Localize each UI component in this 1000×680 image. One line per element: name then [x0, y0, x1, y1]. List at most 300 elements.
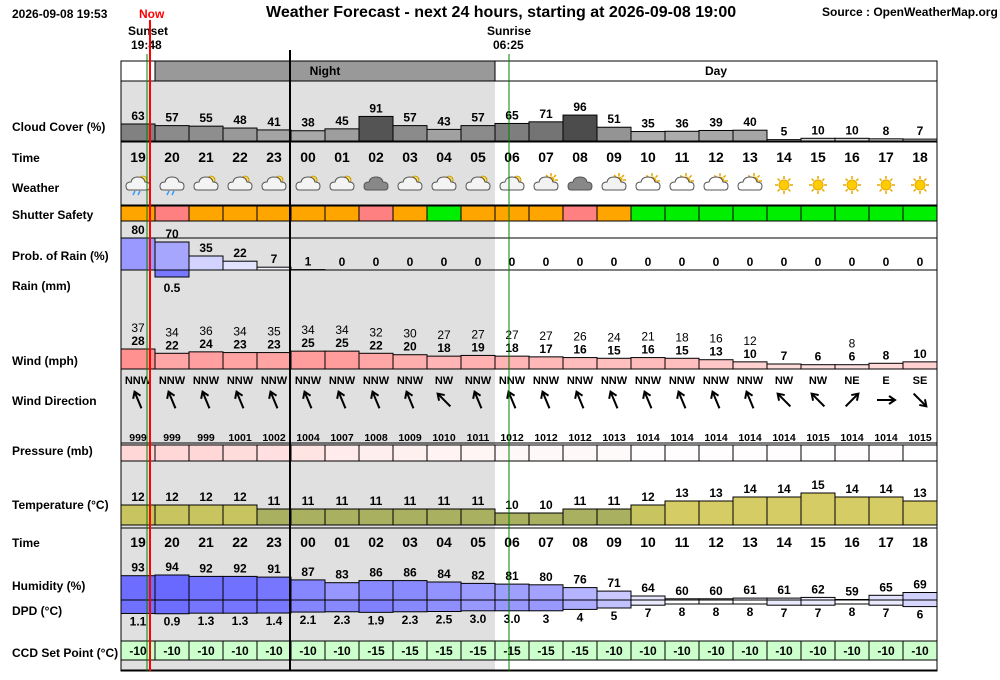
ccd-value: -15: [537, 644, 555, 658]
pressure-cell: [257, 445, 291, 461]
ccd-value: -10: [605, 644, 623, 658]
cloud-cover-value: 57: [471, 110, 485, 125]
wind-speed-value: 10: [913, 346, 927, 361]
temperature-value: 12: [165, 490, 179, 504]
temperature-bar: [291, 509, 325, 525]
humidity-value: 61: [743, 583, 757, 598]
rain-prob-value: 0: [712, 255, 720, 269]
pressure-value: 1015: [908, 432, 932, 444]
cloud-shape: [738, 177, 762, 190]
wind-speed-value: 6: [848, 349, 856, 364]
temperature-bar: [869, 497, 903, 525]
dpd-bar: [563, 600, 597, 609]
wind-bar: [393, 355, 427, 369]
rain-prob-value: 0: [542, 255, 550, 269]
wind-direction-label: NNW: [226, 375, 254, 387]
dpd-value: 1.4: [265, 614, 283, 629]
temperature-bar: [325, 509, 359, 525]
humidity-value: 91: [267, 562, 281, 577]
shutter-cell: [529, 206, 563, 221]
pressure-cell: [393, 445, 427, 461]
wind-speed-value: 7: [780, 349, 788, 363]
time-label: 15: [810, 534, 826, 550]
wind-speed-value: 13: [709, 344, 723, 359]
sun-ray: [724, 175, 726, 177]
pressure-cell: [835, 445, 869, 461]
rain-prob-value: 70: [165, 227, 179, 241]
sun-ray: [812, 179, 814, 181]
shutter-cell: [869, 206, 903, 221]
shutter-cell: [257, 206, 291, 221]
sunny-icon: [809, 176, 827, 194]
cloud-cover-bar: [257, 130, 291, 141]
wind-arrow-icon: [911, 391, 929, 409]
cloud-cover-value: 39: [709, 115, 723, 130]
humidity-bar: [325, 583, 359, 600]
cloud-cover-value: 41: [267, 114, 281, 129]
wind-gust-value: 27: [539, 328, 553, 343]
temperature-value: 11: [607, 494, 621, 508]
pressure-cell: [903, 445, 937, 461]
temperature-bar: [631, 505, 665, 525]
humidity-value: 65: [879, 580, 893, 595]
temperature-bar: [495, 513, 529, 525]
wind-arrow-icon: [743, 390, 757, 410]
dpd-bar: [597, 600, 631, 608]
cloud-cover-bar: [733, 130, 767, 141]
sun-ray: [778, 179, 780, 181]
shutter-cell: [223, 206, 257, 221]
cloud-cover-value: 36: [675, 116, 689, 131]
wind-bar: [189, 352, 223, 369]
cloud-cover-bar: [869, 139, 903, 141]
wind-bar: [767, 364, 801, 369]
sun-disc: [881, 180, 891, 190]
wind-gust-value: 8: [848, 336, 856, 351]
ccd-value: -10: [843, 644, 861, 658]
pressure-value: 1008: [364, 432, 388, 444]
cloud-cover-bar: [529, 122, 563, 141]
sun-ray: [822, 179, 824, 181]
ccd-value: -10: [707, 644, 725, 658]
wind-bar: [291, 351, 325, 369]
sunrise-label: Sunrise: [487, 24, 532, 38]
rain-prob-value: 0: [916, 255, 924, 269]
time-label: 06: [504, 149, 520, 165]
dpd-value: 1.1: [129, 614, 147, 629]
ccd-value: -10: [231, 644, 249, 658]
sun-ray: [788, 189, 790, 191]
dpd-bar: [699, 600, 733, 604]
time-label: 05: [470, 534, 486, 550]
shutter-cell: [495, 206, 529, 221]
ccd-value: -10: [265, 644, 283, 658]
time-label: 12: [708, 534, 724, 550]
wind-arrow-icon: [675, 390, 689, 410]
wind-gust-value: 35: [267, 324, 281, 339]
sun-ray: [924, 189, 926, 191]
time-label: 20: [164, 149, 180, 165]
humidity-value: 86: [369, 565, 383, 580]
shutter-cell: [699, 206, 733, 221]
cloud-cover-value: 51: [607, 112, 621, 127]
pressure-value: 1012: [568, 432, 592, 444]
dpd-bar: [189, 600, 223, 613]
night-label: Night: [309, 64, 341, 78]
sun-ray: [758, 175, 760, 177]
sun-disc: [813, 180, 823, 190]
sun-disc: [915, 180, 925, 190]
shutter-cell: [903, 206, 937, 221]
humidity-bar: [903, 593, 937, 601]
time-label: 06: [504, 534, 520, 550]
dpd-bar: [903, 600, 937, 607]
wind-arrow-icon: [641, 390, 655, 410]
wind-arrow-icon: [709, 390, 723, 410]
wind-direction-label: NNW: [294, 375, 322, 387]
time-label: 20: [164, 534, 180, 550]
ccd-value: -10: [333, 644, 351, 658]
ccd-value: -15: [401, 644, 419, 658]
humidity-bar: [223, 576, 257, 600]
pressure-value: 1010: [432, 432, 456, 444]
rain-prob-value: 1: [304, 254, 312, 269]
humidity-value: 87: [301, 564, 315, 579]
cloud-cover-value: 65: [505, 108, 519, 123]
cloud-cover-bar: [665, 131, 699, 141]
wind-gust-value: 32: [369, 325, 383, 340]
wind-speed-value: 15: [675, 343, 689, 358]
wind-gust-value: 26: [573, 329, 587, 344]
temperature-bar: [461, 509, 495, 525]
partly-sunny-icon: [738, 173, 762, 190]
pressure-cell: [767, 445, 801, 461]
rain-prob-value: 0: [576, 255, 584, 269]
time-label: 13: [742, 534, 758, 550]
time-label: 09: [606, 534, 622, 550]
wind-direction-label: NNW: [634, 375, 662, 387]
pressure-value: 1013: [602, 432, 626, 444]
sun-ray: [914, 179, 916, 181]
row-label-time2: Time: [12, 536, 40, 550]
ccd-value: -10: [163, 644, 181, 658]
dpd-bar: [155, 600, 189, 614]
dpd-value: 1.3: [197, 614, 215, 629]
wind-arrow-icon: [775, 391, 793, 409]
cloud-cover-bar: [155, 126, 189, 141]
wind-direction-label: NNW: [600, 375, 628, 387]
cloud-shape: [568, 177, 592, 190]
humidity-bar: [189, 576, 223, 600]
cloud-shape: [636, 177, 660, 190]
time-label: 05: [470, 149, 486, 165]
row-label-wind-dir: Wind Direction: [12, 394, 97, 408]
wind-bar: [869, 363, 903, 369]
row-label-rain-prob: Prob. of Rain (%): [12, 249, 109, 263]
ccd-value: -10: [197, 644, 215, 658]
temperature-value: 13: [709, 486, 723, 500]
humidity-bar: [257, 577, 291, 600]
temperature-bar: [903, 501, 937, 525]
rain-prob-value: 0: [780, 255, 788, 269]
cloud-cover-bar: [325, 129, 359, 141]
temperature-bar: [835, 497, 869, 525]
shutter-cell: [835, 206, 869, 221]
ccd-value: -10: [299, 644, 317, 658]
time-label: 00: [300, 534, 316, 550]
sun-ray: [924, 179, 926, 181]
wind-bar: [223, 353, 257, 369]
pressure-value: 999: [197, 432, 215, 444]
shutter-cell: [767, 206, 801, 221]
pressure-value: 1007: [330, 432, 354, 444]
cloud-cover-bar: [461, 126, 495, 141]
temperature-value: 11: [301, 494, 315, 508]
humidity-value: 60: [675, 583, 689, 598]
temperature-value: 11: [267, 494, 281, 508]
time-label: 04: [436, 149, 452, 165]
pressure-value: 1014: [772, 432, 796, 444]
rain-prob-value: 0: [644, 255, 652, 269]
time-label: 04: [436, 534, 452, 550]
wind-bar: [631, 358, 665, 369]
timestamp: 2026-09-08 19:53: [12, 7, 108, 21]
temperature-bar: [801, 493, 835, 525]
wind-bar: [529, 357, 563, 369]
humidity-value: 94: [165, 560, 179, 574]
row-label-rain-mm: Rain (mm): [12, 279, 71, 293]
wind-speed-value: 19: [471, 340, 485, 355]
rain-prob-value: 0: [508, 255, 516, 269]
wind-gust-value: 27: [505, 328, 519, 343]
pressure-cell: [529, 445, 563, 461]
partly-cloudy-night-icon: [500, 176, 524, 190]
shutter-cell: [427, 206, 461, 221]
dpd-bar: [665, 600, 699, 604]
dpd-value: 0.9: [163, 614, 181, 629]
cloud-cover-value: 57: [403, 110, 417, 125]
time-label: 14: [776, 534, 792, 550]
day-label: Day: [704, 64, 728, 78]
page-title: Weather Forecast - next 24 hours, starting at 2026-09-08 19:00: [266, 4, 737, 21]
humidity-value: 69: [913, 577, 927, 592]
time-label: 18: [912, 149, 928, 165]
humidity-value: 86: [403, 565, 417, 580]
wind-gust-value: 21: [641, 329, 655, 344]
pressure-cell: [189, 445, 223, 461]
time-label: 08: [572, 534, 588, 550]
wind-direction-label: NW: [808, 375, 828, 387]
shutter-cell: [665, 206, 699, 221]
humidity-value: 71: [607, 576, 621, 591]
pressure-value: 1011: [466, 432, 490, 444]
wind-direction-label: NNW: [328, 375, 356, 387]
cloud-cover-value: 63: [131, 108, 145, 123]
cloud-cover-value: 71: [539, 106, 553, 121]
dpd-bar: [359, 600, 393, 612]
time-label: 17: [878, 534, 894, 550]
humidity-bar: [529, 585, 563, 600]
humidity-bar: [393, 581, 427, 600]
temperature-bar: [733, 497, 767, 525]
temperature-value: 11: [471, 494, 485, 508]
ccd-value: -10: [639, 644, 657, 658]
pressure-cell: [325, 445, 359, 461]
time-label: 18: [912, 534, 928, 550]
humidity-bar: [427, 582, 461, 600]
humidity-bar: [359, 581, 393, 600]
rain-prob-bar: [189, 256, 223, 270]
time-label: 11: [674, 149, 690, 165]
wind-speed-value: 23: [233, 337, 247, 352]
temperature-bar: [665, 501, 699, 525]
wind-speed-value: 15: [607, 343, 621, 358]
row-label-cloud: Cloud Cover (%): [12, 120, 106, 134]
sun-ray: [856, 179, 858, 181]
humidity-bar: [597, 591, 631, 600]
cloud-cover-bar: [563, 115, 597, 141]
dpd-value: 7: [644, 606, 652, 621]
dpd-bar: [529, 600, 563, 611]
shutter-cell: [631, 206, 665, 221]
wind-bar: [733, 362, 767, 369]
shutter-cell: [597, 206, 631, 221]
wind-bar: [359, 353, 393, 369]
pressure-value: 1012: [534, 432, 558, 444]
wind-direction-label: NNW: [124, 375, 152, 387]
humidity-bar: [869, 595, 903, 600]
sun-ray: [880, 189, 882, 191]
humidity-value: 93: [131, 560, 145, 575]
row-label-weather: Weather: [12, 181, 60, 195]
temperature-bar: [189, 505, 223, 525]
row-label-temperature: Temperature (°C): [12, 498, 109, 512]
time-label: 22: [232, 149, 248, 165]
temperature-value: 12: [233, 490, 247, 504]
wind-direction-label: NNW: [668, 375, 696, 387]
wind-direction-label: NNW: [702, 375, 730, 387]
humidity-bar: [291, 580, 325, 600]
cloud-cover-bar: [835, 138, 869, 141]
time-label: 10: [640, 149, 656, 165]
sunset-label: Sunset: [128, 24, 169, 38]
wind-speed-value: 22: [369, 338, 383, 353]
dpd-value: 3.0: [503, 611, 521, 626]
sunset-time: 19:48: [131, 38, 162, 52]
dpd-value: 8: [848, 605, 856, 619]
ccd-value: -15: [435, 644, 453, 658]
temperature-bar: [155, 505, 189, 525]
wind-speed-value: 23: [267, 337, 281, 352]
sun-ray: [778, 189, 780, 191]
rain-prob-bar: [223, 261, 257, 270]
partly-sunny-icon: [704, 173, 728, 190]
partly-cloudy-day-icon: [602, 173, 626, 190]
sun-ray: [622, 175, 624, 177]
wind-gust-value: 12: [743, 333, 757, 348]
wind-direction-label: NW: [774, 375, 794, 387]
humidity-value: 82: [471, 568, 485, 583]
pressure-cell: [733, 445, 767, 461]
time-label: 13: [742, 149, 758, 165]
ccd-value: -10: [673, 644, 691, 658]
row-label-pressure: Pressure (mb): [12, 444, 93, 458]
source-label: Source : OpenWeatherMap.org: [822, 5, 998, 19]
wind-arrow-icon: [573, 390, 587, 410]
time-label: 23: [266, 534, 282, 550]
temperature-bar: [563, 509, 597, 525]
wind-direction-label: NNW: [498, 375, 526, 387]
cloud-cover-bar: [393, 126, 427, 141]
dpd-value: 8: [678, 605, 686, 619]
wind-gust-value: 34: [233, 324, 247, 339]
humidity-value: 64: [641, 581, 655, 595]
rain-mm-value: 0.5: [163, 281, 181, 295]
dpd-value: 6: [916, 607, 924, 622]
cloud-cover-value: 96: [573, 100, 587, 115]
dpd-value: 7: [780, 606, 788, 621]
rain-prob-value: 80: [131, 223, 145, 237]
dpd-value: 2.3: [333, 612, 351, 627]
dpd-value: 3.0: [469, 611, 487, 626]
pressure-value: 1015: [806, 432, 830, 444]
time-label: 08: [572, 149, 588, 165]
pressure-cell: [869, 445, 903, 461]
wind-gust-value: 24: [607, 330, 621, 345]
wind-direction-label: NNW: [192, 375, 220, 387]
cloud-cover-value: 91: [369, 101, 383, 116]
rain-prob-value: 35: [199, 241, 213, 255]
pressure-cell: [155, 445, 189, 461]
wind-bar: [495, 356, 529, 369]
sunny-icon: [877, 176, 895, 194]
arrow-shaft: [812, 394, 824, 406]
sun-ray: [846, 189, 848, 191]
partly-sunny-icon: [636, 173, 660, 190]
pressure-cell: [699, 445, 733, 461]
dpd-bar: [291, 600, 325, 612]
time-label: 01: [334, 534, 350, 550]
pressure-cell: [291, 445, 325, 461]
dpd-bar: [393, 600, 427, 612]
cloud-cover-value: 10: [845, 123, 859, 138]
humidity-bar: [495, 584, 529, 600]
dpd-value: 4: [576, 610, 584, 625]
time-label: 03: [402, 534, 418, 550]
temperature-value: 12: [199, 490, 213, 504]
ccd-value: -10: [129, 644, 147, 658]
cloud-shape: [704, 177, 728, 190]
time-label: 16: [844, 149, 860, 165]
wind-gust-value: 27: [471, 327, 485, 342]
temperature-bar: [223, 505, 257, 525]
sun-disc: [779, 180, 789, 190]
dpd-bar: [835, 600, 869, 604]
pressure-cell: [597, 445, 631, 461]
rain-prob-value: 22: [233, 246, 247, 261]
sun-ray: [856, 189, 858, 191]
arrow-shaft: [914, 394, 926, 406]
cloud-shape: [534, 177, 558, 190]
time-label: 02: [368, 149, 384, 165]
wind-bar: [325, 351, 359, 369]
sun-ray: [890, 189, 892, 191]
row-label-wind: Wind (mph): [12, 354, 78, 368]
temperature-value: 11: [369, 494, 383, 508]
wind-speed-value: 16: [573, 342, 587, 357]
wind-gust-value: 18: [675, 330, 689, 345]
cloud-cover-bar: [903, 139, 937, 141]
